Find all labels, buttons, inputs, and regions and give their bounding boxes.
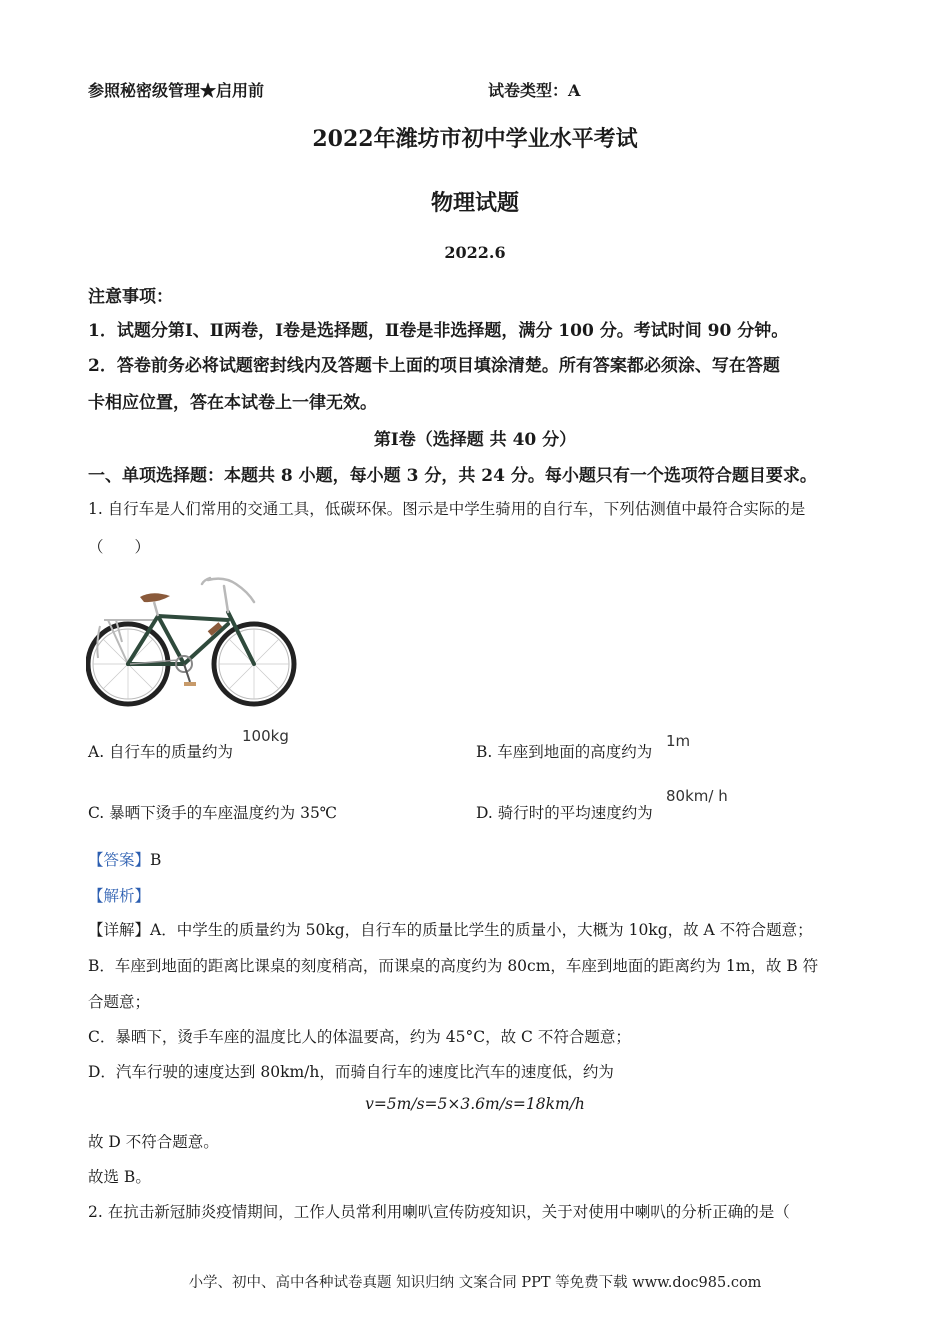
conclusion-1: 故 D 不符合题意。 xyxy=(88,1133,219,1151)
bicycle-icon xyxy=(86,572,298,710)
answer-value: B xyxy=(150,851,162,869)
detail-line-2: B．车座到地面的距离比课桌的刻度稍高，而课桌的高度约为 80cm，车座到地面的距离约为 1m，故 B 符 xyxy=(88,957,819,975)
q1-answer xyxy=(88,848,161,870)
speed-equation-text: v=5m/s=5×3.6m/s=18km/h xyxy=(365,1095,585,1113)
confidentiality-label: 参照秘密级管理★启用前 xyxy=(88,81,265,100)
notice-item-1: 1．试题分第Ⅰ、Ⅱ两卷，Ⅰ卷是选择题，Ⅱ卷是非选择题，满分 100 分。考试时间 90 分钟。 xyxy=(88,321,789,341)
detail-line-1: 【详解】A．中学生的质量约为 50kg，自行车的质量比学生的质量小，大概为 10kg，故 A 不符合题意； xyxy=(88,921,813,939)
q1-stem-line2: （ ） xyxy=(88,538,151,556)
paper-type-label: 试卷类型：A xyxy=(488,81,581,100)
exam-subtitle: 物理试题 xyxy=(430,190,519,216)
q1-stem-line1: 1. 自行车是人们常用的交通工具，低碳环保。图示是中学生骑用的自行车，下列估测值中最符合实际的是 xyxy=(88,500,806,518)
q1-option-d xyxy=(476,801,653,823)
section-title: 第Ⅰ卷（选择题 共 40 分） xyxy=(373,430,577,450)
q1-option-c: C. 暴晒下烫手的车座温度约为 35℃ xyxy=(88,804,338,822)
answer-label: 【答案】 xyxy=(88,851,151,869)
q1-option-a-value: 100kg xyxy=(242,727,289,745)
bicycle-image xyxy=(86,572,298,710)
conclusion-2: 故选 B。 xyxy=(88,1168,151,1186)
notice-heading: 注意事项： xyxy=(88,287,173,307)
q1-option-d-value: 80km/ h xyxy=(666,787,728,805)
notice-item-2-cont: 卡相应位置，答在本试卷上一律无效。 xyxy=(88,393,377,413)
analysis-label: 【解析】 xyxy=(88,887,151,905)
q1-option-b-value: 1m xyxy=(666,732,691,750)
q1-option-b xyxy=(476,740,652,762)
q1-option-a xyxy=(88,740,233,762)
exam-title: 2022年潍坊市初中学业水平考试 xyxy=(312,126,638,152)
detail-line-5: D．汽车行驶的速度达到 80km/h，而骑自行车的速度比汽车的速度低，约为 xyxy=(88,1063,614,1081)
q2-stem: 2. 在抗击新冠肺炎疫情期间，工作人员常利用喇叭宣传防疫知识，关于对使用中喇叭的分析正确的是（ xyxy=(88,1203,790,1221)
notice-item-2: 2．答卷前务必将试题密封线内及答题卡上面的项目填涂清楚。所有答案都必须涂、写在答题 xyxy=(88,356,780,376)
exam-date: 2022.6 xyxy=(444,243,506,262)
speed-equation xyxy=(0,1095,950,1113)
section-instruction: 一、单项选择题：本题共 8 小题，每小题 3 分，共 24 分。每小题只有一个选项符合题目要求。 xyxy=(88,466,817,486)
q1-option-b-text: B. 车座到地面的高度约为 xyxy=(476,743,653,761)
detail-line-4: C．暴晒下，烫手车座的温度比人的体温要高，约为 45°C，故 C 不符合题意； xyxy=(88,1028,631,1046)
q1-option-a-text: A. 自行车的质量约为 xyxy=(88,743,234,761)
q1-option-d-text: D. 骑行时的平均速度约为 xyxy=(476,804,653,822)
page-footer: 小学、初中、高中各种试卷真题 知识归纳 文案合同 PPT 等免费下载 www.doc985.com xyxy=(188,1275,762,1291)
detail-line-3: 合题意； xyxy=(88,993,151,1011)
